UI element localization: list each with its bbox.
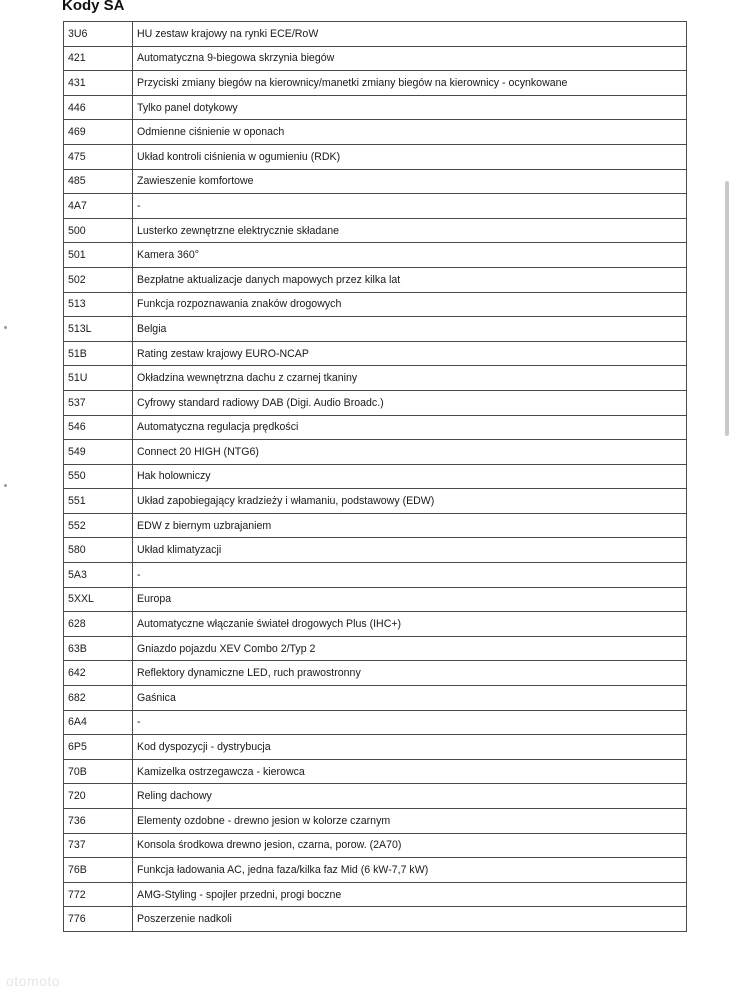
table-row bbox=[64, 587, 687, 612]
code-cell: 513 bbox=[64, 292, 133, 317]
description-cell: Automatyczne włączanie świateł drogowych Plus (IHC+) bbox=[133, 612, 687, 637]
code-cell: 736 bbox=[64, 809, 133, 834]
table-row bbox=[64, 784, 687, 809]
code-cell: 76B bbox=[64, 858, 133, 883]
table-row bbox=[64, 95, 687, 120]
code-cell: 51B bbox=[64, 341, 133, 366]
code-cell: 772 bbox=[64, 882, 133, 907]
code-cell: 549 bbox=[64, 440, 133, 465]
description-cell: Układ zapobiegający kradzieży i włamaniu, podstawowy (EDW) bbox=[133, 489, 687, 514]
code-cell: 421 bbox=[64, 46, 133, 71]
page-title: Kody SA bbox=[62, 0, 125, 14]
margin-dot-marker bbox=[4, 484, 7, 487]
table-row bbox=[64, 440, 687, 465]
table-row bbox=[64, 759, 687, 784]
code-cell: 580 bbox=[64, 538, 133, 563]
table-row bbox=[64, 366, 687, 391]
description-cell: Connect 20 HIGH (NTG6) bbox=[133, 440, 687, 465]
description-cell: EDW z biernym uzbrajaniem bbox=[133, 513, 687, 538]
description-cell: Odmienne ciśnienie w oponach bbox=[133, 120, 687, 145]
table-row bbox=[64, 243, 687, 268]
description-cell: Gniazdo pojazdu XEV Combo 2/Typ 2 bbox=[133, 636, 687, 661]
code-cell: 513L bbox=[64, 317, 133, 342]
description-cell: AMG-Styling - spojler przedni, progi boczne bbox=[133, 882, 687, 907]
description-cell: Cyfrowy standard radiowy DAB (Digi. Audio Broadc.) bbox=[133, 390, 687, 415]
description-cell: Lusterko zewnętrzne elektrycznie składane bbox=[133, 218, 687, 243]
description-cell: Kamera 360° bbox=[133, 243, 687, 268]
codes-table bbox=[63, 21, 687, 932]
description-cell: Kod dyspozycji - dystrybucja bbox=[133, 735, 687, 760]
table-row bbox=[64, 612, 687, 637]
table-row bbox=[64, 833, 687, 858]
table-row bbox=[64, 46, 687, 71]
description-cell: HU zestaw krajowy na rynki ECE/RoW bbox=[133, 22, 687, 47]
table-row bbox=[64, 169, 687, 194]
description-cell: Hak holowniczy bbox=[133, 464, 687, 489]
table-row bbox=[64, 489, 687, 514]
code-cell: 6A4 bbox=[64, 710, 133, 735]
description-cell: Funkcja rozpoznawania znaków drogowych bbox=[133, 292, 687, 317]
code-cell: 5XXL bbox=[64, 587, 133, 612]
description-cell: Zawieszenie komfortowe bbox=[133, 169, 687, 194]
table-row bbox=[64, 120, 687, 145]
table-row bbox=[64, 858, 687, 883]
description-cell: Belgia bbox=[133, 317, 687, 342]
description-cell: - bbox=[133, 563, 687, 588]
table-row bbox=[64, 563, 687, 588]
table-row bbox=[64, 710, 687, 735]
code-cell: 70B bbox=[64, 759, 133, 784]
code-cell: 431 bbox=[64, 71, 133, 96]
description-cell: Kamizelka ostrzegawcza - kierowca bbox=[133, 759, 687, 784]
table-row bbox=[64, 538, 687, 563]
table-row bbox=[64, 513, 687, 538]
margin-dot-marker bbox=[4, 326, 7, 329]
table-row bbox=[64, 267, 687, 292]
description-cell: - bbox=[133, 194, 687, 219]
description-cell: - bbox=[133, 710, 687, 735]
table-row bbox=[64, 218, 687, 243]
description-cell: Układ kontroli ciśnienia w ogumieniu (RDK) bbox=[133, 144, 687, 169]
code-cell: 4A7 bbox=[64, 194, 133, 219]
codes-table-body bbox=[64, 22, 687, 932]
description-cell: Reling dachowy bbox=[133, 784, 687, 809]
description-cell: Rating zestaw krajowy EURO-NCAP bbox=[133, 341, 687, 366]
table-row bbox=[64, 317, 687, 342]
code-cell: 537 bbox=[64, 390, 133, 415]
description-cell: Gaśnica bbox=[133, 686, 687, 711]
description-cell: Konsola środkowa drewno jesion, czarna, porow. (2A70) bbox=[133, 833, 687, 858]
vertical-scrollbar[interactable] bbox=[725, 181, 729, 436]
code-cell: 485 bbox=[64, 169, 133, 194]
code-cell: 550 bbox=[64, 464, 133, 489]
code-cell: 5A3 bbox=[64, 563, 133, 588]
description-cell: Tylko panel dotykowy bbox=[133, 95, 687, 120]
code-cell: 475 bbox=[64, 144, 133, 169]
code-cell: 737 bbox=[64, 833, 133, 858]
table-row bbox=[64, 71, 687, 96]
code-cell: 552 bbox=[64, 513, 133, 538]
table-row bbox=[64, 341, 687, 366]
table-row bbox=[64, 686, 687, 711]
description-cell: Przyciski zmiany biegów na kierownicy/manetki zmiany biegów na kierownicy - ocynkowane bbox=[133, 71, 687, 96]
description-cell: Elementy ozdobne - drewno jesion w kolorze czarnym bbox=[133, 809, 687, 834]
table-row bbox=[64, 882, 687, 907]
table-row bbox=[64, 464, 687, 489]
table-row bbox=[64, 907, 687, 932]
description-cell: Automatyczna regulacja prędkości bbox=[133, 415, 687, 440]
code-cell: 682 bbox=[64, 686, 133, 711]
description-cell: Bezpłatne aktualizacje danych mapowych przez kilka lat bbox=[133, 267, 687, 292]
code-cell: 628 bbox=[64, 612, 133, 637]
code-cell: 500 bbox=[64, 218, 133, 243]
table-row bbox=[64, 390, 687, 415]
description-cell: Okładzina wewnętrzna dachu z czarnej tkaniny bbox=[133, 366, 687, 391]
code-cell: 51U bbox=[64, 366, 133, 391]
table-row bbox=[64, 661, 687, 686]
table-row bbox=[64, 809, 687, 834]
code-cell: 551 bbox=[64, 489, 133, 514]
code-cell: 546 bbox=[64, 415, 133, 440]
watermark-logo: otomoto bbox=[6, 973, 61, 989]
code-cell: 501 bbox=[64, 243, 133, 268]
code-cell: 776 bbox=[64, 907, 133, 932]
code-cell: 446 bbox=[64, 95, 133, 120]
code-cell: 469 bbox=[64, 120, 133, 145]
description-cell: Reflektory dynamiczne LED, ruch prawostronny bbox=[133, 661, 687, 686]
table-row bbox=[64, 415, 687, 440]
code-cell: 63B bbox=[64, 636, 133, 661]
table-row bbox=[64, 292, 687, 317]
description-cell: Europa bbox=[133, 587, 687, 612]
table-row bbox=[64, 194, 687, 219]
description-cell: Funkcja ładowania AC, jedna faza/kilka faz Mid (6 kW-7,7 kW) bbox=[133, 858, 687, 883]
code-cell: 6P5 bbox=[64, 735, 133, 760]
code-cell: 642 bbox=[64, 661, 133, 686]
table-row bbox=[64, 144, 687, 169]
description-cell: Układ klimatyzacji bbox=[133, 538, 687, 563]
code-cell: 3U6 bbox=[64, 22, 133, 47]
table-row bbox=[64, 636, 687, 661]
code-cell: 720 bbox=[64, 784, 133, 809]
code-cell: 502 bbox=[64, 267, 133, 292]
table-row bbox=[64, 735, 687, 760]
table-row bbox=[64, 22, 687, 47]
description-cell: Poszerzenie nadkoli bbox=[133, 907, 687, 932]
description-cell: Automatyczna 9-biegowa skrzynia biegów bbox=[133, 46, 687, 71]
